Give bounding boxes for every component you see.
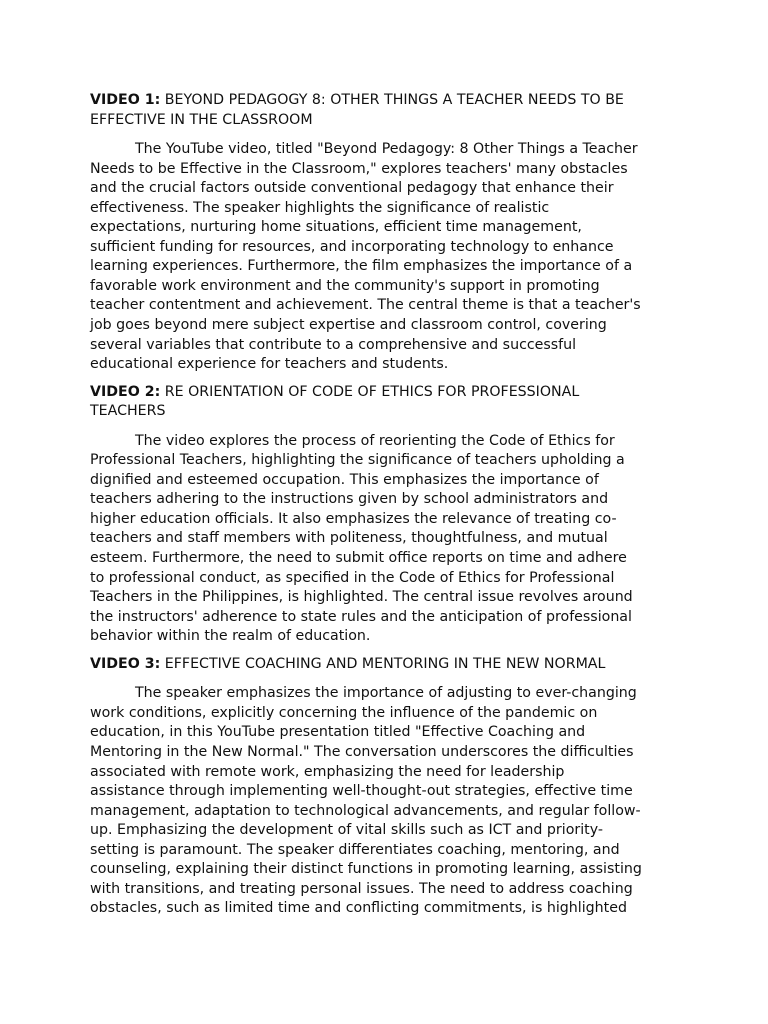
heading-line [90,111,678,131]
video-title: BEYOND PEDAGOGY 8: OTHER THINGS A TEACHER NEEDS TO BE [164,92,624,108]
paragraph-line: Professional Teachers, highlighting the significance of teachers upholding a [90,452,625,469]
paragraph-line: up. Emphasizing the development of vital skills such as ICT and priority- [90,822,603,839]
paragraph-line: teachers and staff members with politeness, thoughtfulness, and mutual [90,530,608,547]
paragraph-line: Teachers in the Philippines, is highlighted. The central issue revolves around [90,589,633,606]
heading-line [90,91,678,111]
heading-line [90,655,678,675]
heading-line [90,383,678,403]
paragraph-line: setting is paramount. The speaker differentiates coaching, mentoring, and [90,841,620,858]
video-title: EFFECTIVE IN THE CLASSROOM [90,111,313,128]
paragraph-line: effectiveness. The speaker highlights the significance of realistic [90,199,550,216]
paragraph-line: Mentoring in the New Normal." The conversation underscores the difficulties [90,743,634,760]
paragraph-line: associated with remote work, emphasizing the need for leadership [90,763,565,780]
video-label: VIDEO 3: [90,655,161,672]
paragraph-line: behavior within the realm of education. [90,628,371,645]
paragraph-line: and the crucial factors outside conventional pedagogy that enhance their [90,180,614,197]
paragraph-line: the instructors' adherence to state rules and the anticipation of professional [90,608,632,625]
paragraph-line: work conditions, explicitly concerning the influence of the pandemic on [90,704,598,721]
paragraph-line: obstacles, such as limited time and conflicting commitments, is highlighted [90,900,627,917]
paragraph-line: job goes beyond mere subject expertise and classroom control, covering [90,317,607,334]
paragraph-line: to professional conduct, as specified in the Code of Ethics for Professional [90,569,615,586]
paragraph-line: Needs to be Effective in the Classroom," explores teachers' many obstacles [90,160,628,177]
section-heading [90,91,678,130]
paragraph-line: learning experiences. Furthermore, the film emphasizes the importance of a [90,258,633,275]
paragraph-line: with transitions, and treating personal issues. The need to address coaching [90,880,633,897]
paragraph-line: education, in this YouTube presentation titled "Effective Coaching and [90,724,586,741]
paragraph-line: The speaker emphasizes the importance of adjusting to ever-changing [135,685,637,702]
paragraph-line: several variables that contribute to a comprehensive and successful [90,336,577,353]
video-label: VIDEO 1: [90,92,161,108]
paragraph-line: teachers adhering to the instructions given by school administrators and [90,491,609,508]
paragraph-line: favorable work environment and the community's support in promoting [90,277,600,294]
paragraph-line: higher education officials. It also emphasizes the relevance of treating co- [90,510,617,527]
summary-paragraph [90,140,678,375]
video-title: TEACHERS [90,403,166,420]
paragraph-line: esteem. Furthermore, the need to submit office reports on time and adhere [90,550,627,567]
paragraph-line: educational experience for teachers and students. [90,356,449,373]
paragraph-line: dignified and esteemed occupation. This emphasizes the importance of [90,471,599,488]
paragraph-line: The video explores the process of reorienting the Code of Ethics for [135,432,615,449]
video-label: VIDEO 2: [90,383,161,400]
paragraph-line: teacher contentment and achievement. The central theme is that a teacher's [90,297,641,314]
summary-paragraph [90,684,678,919]
summary-paragraph [90,432,678,647]
paragraph-line: management, adaptation to technological advancements, and regular follow- [90,802,641,819]
video-title: EFFECTIVE COACHING AND MENTORING IN THE NEW NORMAL [164,655,606,672]
section-heading [90,655,678,675]
section-heading [90,383,678,422]
paragraph-line: sufficient funding for resources, and incorporating technology to enhance [90,238,614,255]
paragraph-line: expectations, nurturing home situations, efficient time management, [90,219,582,236]
heading-line [90,402,678,422]
paragraph-line: counseling, explaining their distinct functions in promoting learning, assisting [90,861,642,878]
paragraph-line: assistance through implementing well-thought-out strategies, effective time [90,783,633,800]
paragraph-line: The YouTube video, titled "Beyond Pedagogy: 8 Other Things a Teacher [135,141,638,158]
video-title: RE ORIENTATION OF CODE OF ETHICS FOR PROFESSIONAL [164,383,580,400]
